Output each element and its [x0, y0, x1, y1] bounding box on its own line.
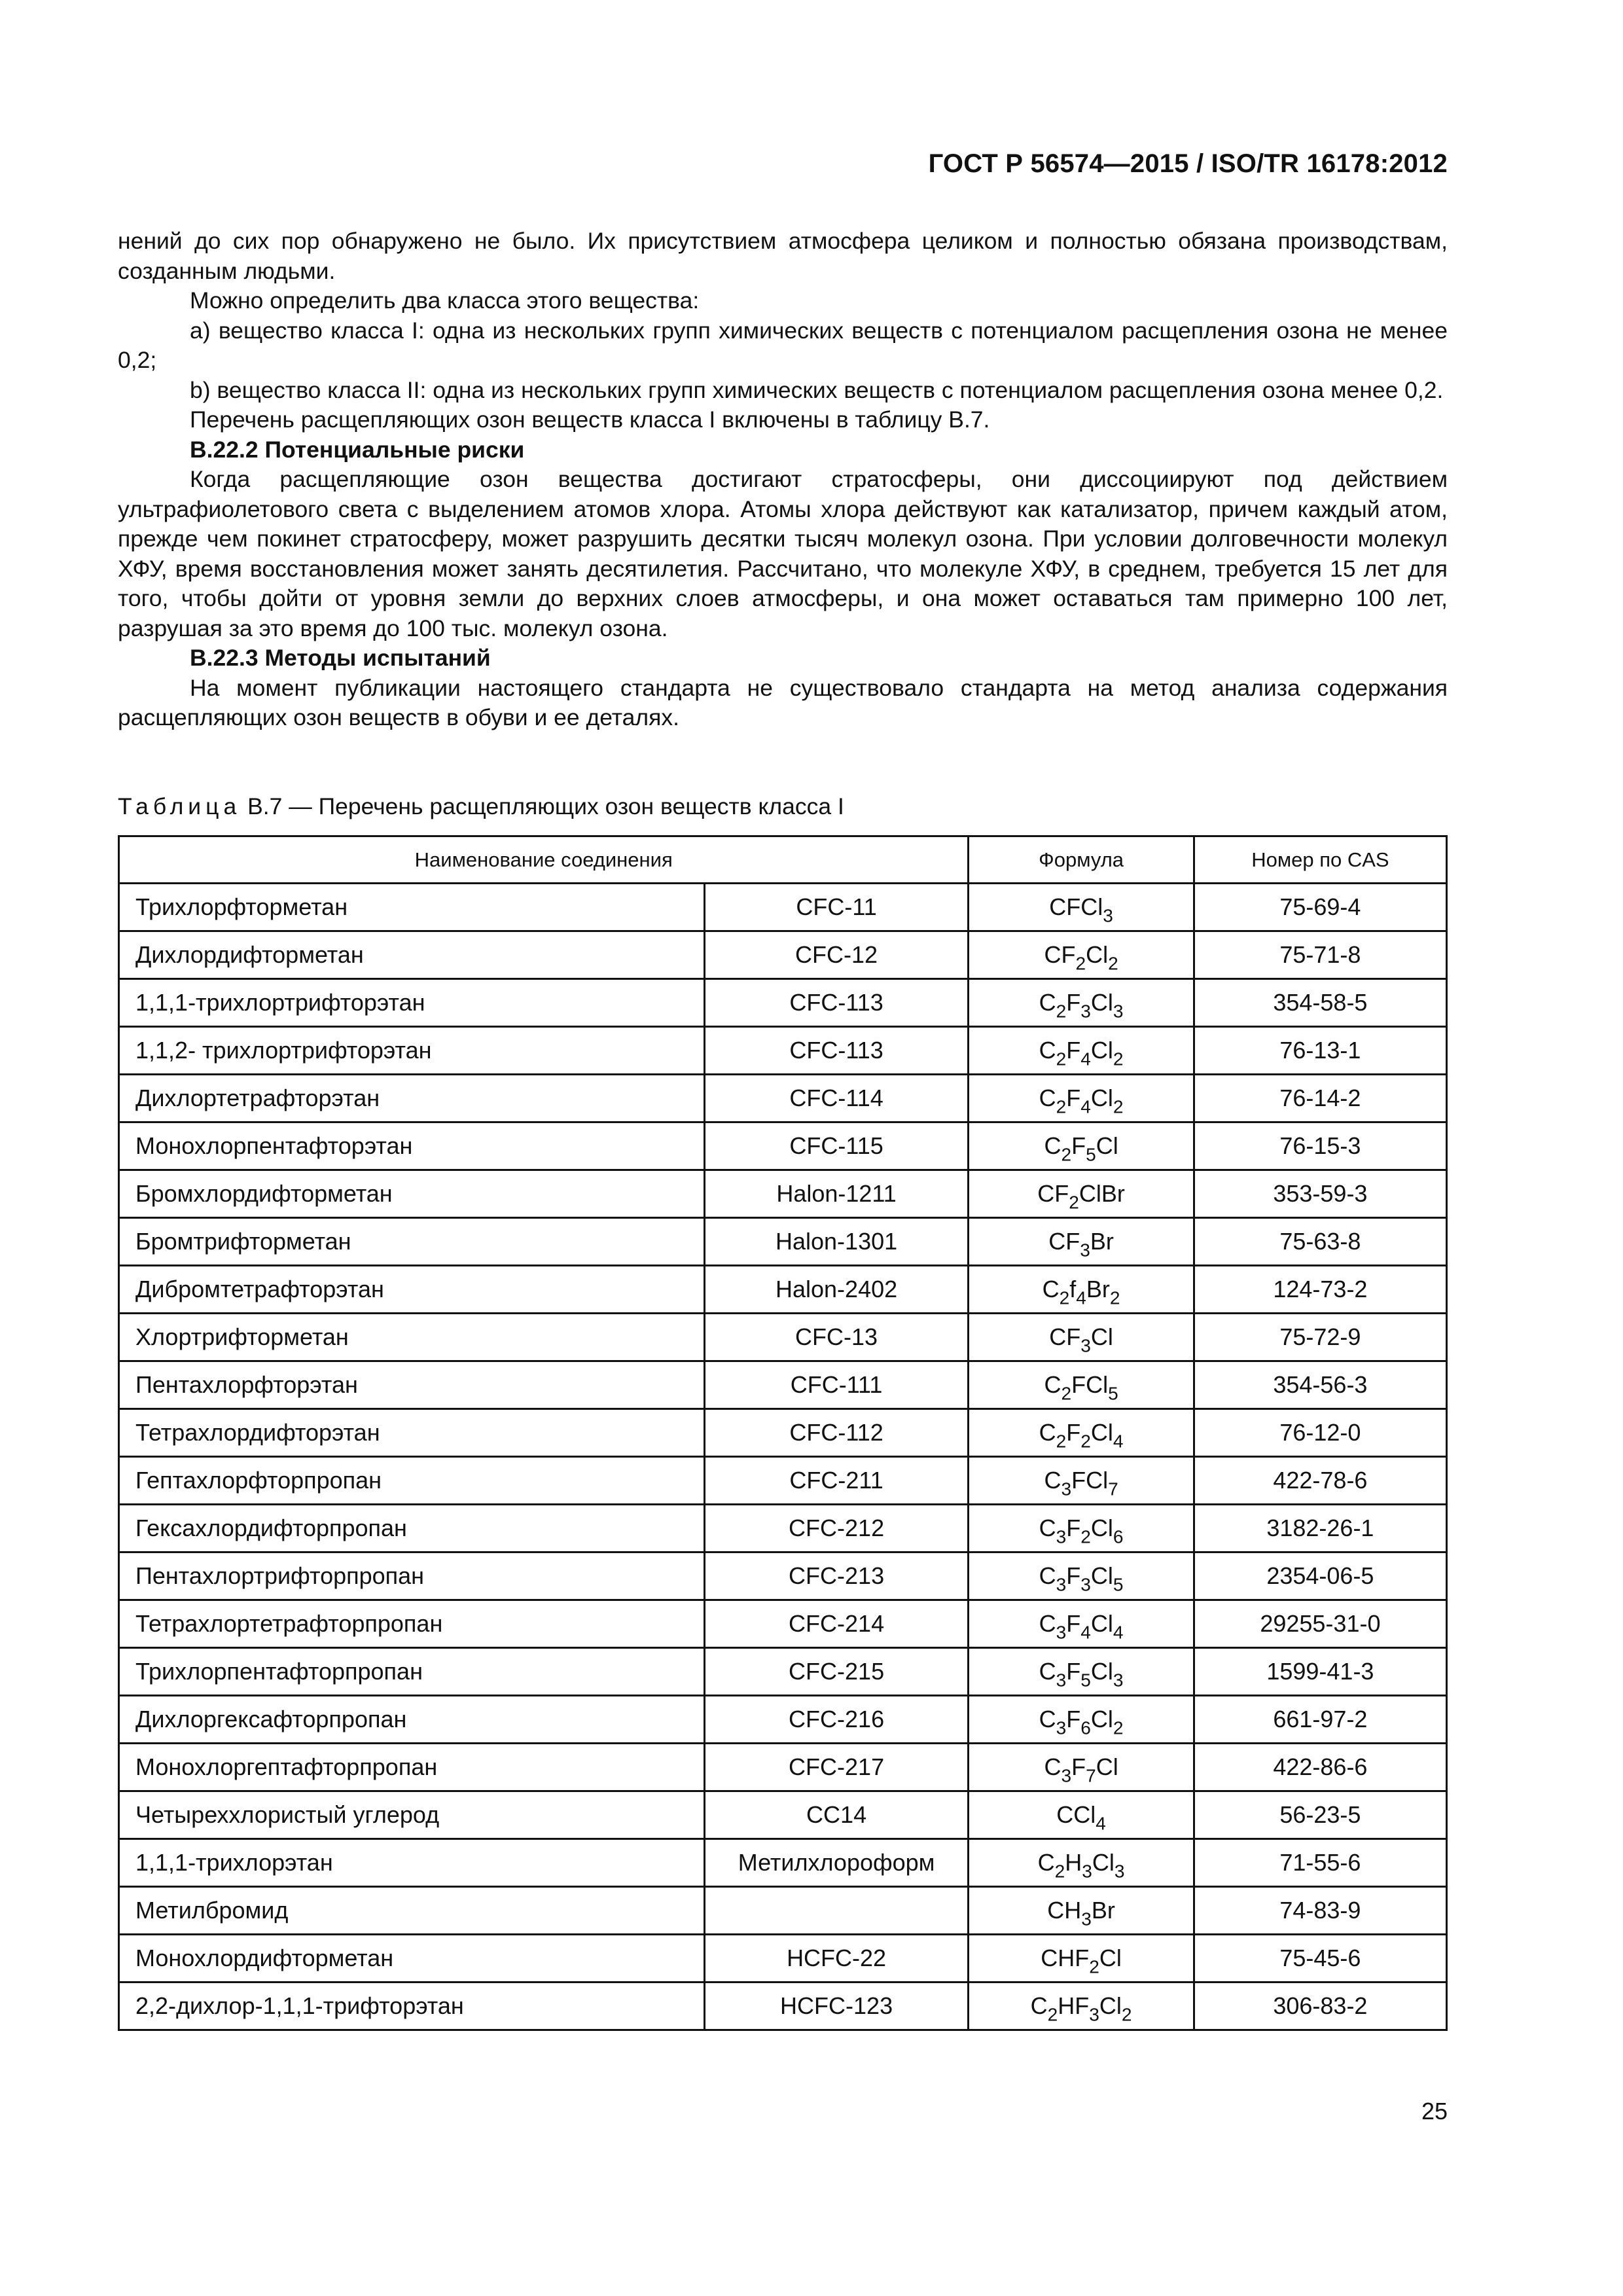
cas-number-cell: 71-55-6 [1194, 1839, 1446, 1887]
table-row [119, 1887, 1447, 1935]
formula-subscript: 2 [1113, 1717, 1124, 1738]
formula-element: C [1044, 1467, 1061, 1494]
paragraph: b) вещество класса II: одна из нескольких групп химических веществ с потенциалом расщепления озона менее 0,2. [190, 376, 1444, 403]
formula-element: Cl [1090, 1706, 1113, 1732]
formula-cell [969, 1600, 1194, 1648]
formula-subscript: 3 [1089, 2004, 1099, 2025]
cas-number-cell: 76-15-3 [1194, 1122, 1446, 1170]
formula-cell [969, 1170, 1194, 1218]
cas-number-cell: 75-63-8 [1194, 1218, 1446, 1266]
cas-number-cell: 354-56-3 [1194, 1361, 1446, 1409]
formula-element: F [1071, 1132, 1086, 1159]
compound-name-cell: Пентахлортрифторпропан [119, 1552, 705, 1600]
paragraph: На момент публикации настоящего стандарта не существовало стандарта на метод анализа содержания расщепляющих озон веществ в обуви и ее деталях. [118, 674, 1448, 730]
compound-name-cell: Гептахлорфторпропан [119, 1457, 705, 1505]
formula-element: F [1066, 1419, 1081, 1446]
compound-name-cell: Монохлордифторметан [119, 1935, 705, 1982]
formula-subscript: 2 [1113, 1049, 1124, 1069]
formula-subscript: 2 [1054, 1861, 1065, 1882]
cas-number-cell: 29255-31-0 [1194, 1600, 1446, 1648]
formula-element: Cl [1090, 1562, 1113, 1589]
page-number: 25 [1421, 2098, 1448, 2125]
formula-element: C [1039, 1658, 1056, 1685]
table-row [119, 1027, 1447, 1075]
table-row [119, 1744, 1447, 1791]
cas-number-cell: 76-13-1 [1194, 1027, 1446, 1075]
formula-element: Cl [1096, 1753, 1118, 1780]
formula-element: C [1044, 1753, 1061, 1780]
formula-element: F [1066, 1610, 1081, 1637]
compound-code-cell: CFC-115 [704, 1122, 969, 1170]
formula-subscript: 2 [1056, 1049, 1067, 1069]
table-row [119, 1505, 1447, 1552]
table-row [119, 1075, 1447, 1122]
formula-element: F [1071, 1753, 1086, 1780]
formula-element: Cl [1090, 1419, 1113, 1446]
cas-number-cell: 2354-06-5 [1194, 1552, 1446, 1600]
formula-subscript: 2 [1108, 953, 1118, 974]
compound-code-cell: CFC-111 [704, 1361, 969, 1409]
formula-element: C [1042, 1276, 1060, 1302]
formula-element: C [1039, 1706, 1056, 1732]
table-row [119, 1839, 1447, 1887]
formula-subscript: 2 [1075, 953, 1086, 974]
formula-element: Cl [1090, 1085, 1113, 1111]
formula-cell [969, 1648, 1194, 1696]
compound-code-cell: CFC-112 [704, 1409, 969, 1457]
formula-element: F [1066, 1706, 1081, 1732]
formula-subscript: 6 [1080, 1717, 1091, 1738]
compound-name-cell: 1,1,1-трихлорэтан [119, 1839, 705, 1887]
formula-cell [969, 1122, 1194, 1170]
formula-element: F [1066, 989, 1081, 1016]
formula-subscript: 3 [1056, 1622, 1067, 1643]
compound-code-cell: CFC-217 [704, 1744, 969, 1791]
formula-subscript: 3 [1103, 905, 1113, 926]
formula-element: CFCl [1049, 893, 1103, 920]
table-row [119, 1696, 1447, 1744]
table-row [119, 1409, 1447, 1457]
compound-code-cell: HCFC-123 [704, 1982, 969, 2030]
formula-subscript: 2 [1047, 2004, 1058, 2025]
cas-number-cell: 661-97-2 [1194, 1696, 1446, 1744]
cas-number-cell: 75-69-4 [1194, 884, 1446, 931]
compound-code-cell: CFC-211 [704, 1457, 969, 1505]
formula-element: CCl [1056, 1801, 1096, 1828]
table-row [119, 1600, 1447, 1648]
table-caption-title: В.7 — Перечень расщепляющих озон веществ класса I [241, 793, 844, 819]
formula-subscript: 3 [1056, 1574, 1067, 1595]
formula-subscript: 4 [1113, 1622, 1124, 1643]
compound-code-cell: CC14 [704, 1791, 969, 1839]
paragraph: Перечень расщепляющих озон веществ класса I включены в таблицу В.7. [190, 406, 990, 433]
formula-subscript: 2 [1061, 1383, 1072, 1404]
formula-subscript: 5 [1080, 1670, 1091, 1691]
formula-subscript: 4 [1076, 1287, 1086, 1308]
formula-cell [969, 1839, 1194, 1887]
formula-element: C [1039, 1419, 1056, 1446]
formula-subscript: 4 [1080, 1622, 1091, 1643]
table-row [119, 1791, 1447, 1839]
cas-number-cell: 422-86-6 [1194, 1744, 1446, 1791]
compound-code-cell [704, 1887, 969, 1935]
paragraph: Когда расщепляющие озон вещества достигают стратосферы, они диссоциируют под действием ультрафиолетового света с выделением атомов хлора. Атомы хлора действуют как катализатор, причем каждый атом, прежде чем покинет стратосферу, может разрушить десятки тысяч молекул озона. При условии долговечности молекул ХФУ, время восстановления может занять десятилетия. Рассчитано, что молекуле ХФУ, в среднем, требуется 15 лет для того, чтобы дойти от уровня земли до верхних слоев атмосферы, и она может оставаться там примерно 100 лет, разрушая за это время до 100 тыс. молекул озона. [118, 466, 1448, 641]
compound-name-cell: Бромхлордифторметан [119, 1170, 705, 1218]
formula-subscript: 2 [1056, 1096, 1067, 1117]
compound-code-cell: Halon-2402 [704, 1266, 969, 1314]
formula-subscript: 5 [1113, 1574, 1124, 1595]
formula-cell [969, 1935, 1194, 1982]
compound-code-cell: CFC-212 [704, 1505, 969, 1552]
ozone-substances-table [118, 835, 1448, 2031]
formula-element: Br [1086, 1276, 1110, 1302]
formula-cell [969, 1409, 1194, 1457]
compound-name-cell: Монохлоргептафторпропан [119, 1744, 705, 1791]
compound-name-cell: Трихлорфторметан [119, 884, 705, 931]
formula-subscript: 3 [1082, 1861, 1092, 1882]
cas-number-cell: 75-72-9 [1194, 1314, 1446, 1361]
formula-subscript: 2 [1069, 1192, 1079, 1213]
formula-element: Cl [1086, 941, 1109, 968]
formula-element: FCl [1071, 1371, 1109, 1398]
formula-subscript: 3 [1061, 1479, 1072, 1499]
formula-element: Cl [1090, 1037, 1113, 1064]
formula-subscript: 3 [1080, 1240, 1090, 1261]
paragraph: Можно определить два класса этого вещества: [190, 287, 700, 314]
formula-cell [969, 1218, 1194, 1266]
formula-element: Cl [1096, 1132, 1118, 1159]
table-caption [118, 793, 844, 820]
formula-cell [969, 1887, 1194, 1935]
compound-name-cell: Хлортрифторметан [119, 1314, 705, 1361]
compound-name-cell: Дихлортетрафторэтан [119, 1075, 705, 1122]
formula-cell [969, 1027, 1194, 1075]
formula-element: Cl [1090, 1515, 1113, 1541]
table-body [119, 884, 1447, 2030]
table-row [119, 1935, 1447, 1982]
formula-element: C [1039, 1085, 1056, 1111]
formula-subscript: 3 [1081, 1909, 1092, 1929]
formula-element: CHF [1041, 1945, 1090, 1971]
compound-name-cell: Дибромтетрафторэтан [119, 1266, 705, 1314]
cas-number-cell: 1599-41-3 [1194, 1648, 1446, 1696]
table-caption-label: Таблица [118, 793, 241, 819]
formula-element: C [1044, 1132, 1061, 1159]
compound-code-cell: CFC-215 [704, 1648, 969, 1696]
cas-number-cell: 3182-26-1 [1194, 1505, 1446, 1552]
header-cas: Номер по CAS [1194, 836, 1446, 884]
formula-cell [969, 1505, 1194, 1552]
compound-code-cell: CFC-113 [704, 979, 969, 1027]
cas-number-cell: 306-83-2 [1194, 1982, 1446, 2030]
formula-subscript: 3 [1113, 1670, 1124, 1691]
formula-element: C [1030, 1992, 1048, 2019]
formula-cell [969, 1791, 1194, 1839]
formula-subscript: 7 [1086, 1765, 1096, 1786]
formula-element: f [1069, 1276, 1077, 1302]
formula-subscript: 3 [1113, 1001, 1124, 1022]
compound-name-cell: Бромтрифторметан [119, 1218, 705, 1266]
formula-subscript: 3 [1080, 1001, 1091, 1022]
compound-code-cell: CFC-114 [704, 1075, 969, 1122]
formula-element: CF [1049, 1323, 1081, 1350]
formula-cell [969, 1075, 1194, 1122]
table-row [119, 884, 1447, 931]
table-row [119, 931, 1447, 979]
compound-code-cell: CFC-113 [704, 1027, 969, 1075]
formula-element: CF [1048, 1228, 1080, 1255]
formula-subscript: 2 [1080, 1526, 1091, 1547]
compound-code-cell: Метилхлороформ [704, 1839, 969, 1887]
formula-element: F [1066, 1658, 1081, 1685]
cas-number-cell: 354-58-5 [1194, 979, 1446, 1027]
formula-element: Cl [1090, 1323, 1113, 1350]
formula-cell [969, 1457, 1194, 1505]
formula-subscript: 6 [1113, 1526, 1124, 1547]
cas-number-cell: 74-83-9 [1194, 1887, 1446, 1935]
formula-subscript: 4 [1080, 1096, 1091, 1117]
formula-subscript: 3 [1056, 1717, 1067, 1738]
formula-subscript: 2 [1061, 1144, 1072, 1165]
formula-subscript: 3 [1114, 1861, 1125, 1882]
formula-subscript: 3 [1061, 1765, 1072, 1786]
table-row [119, 1457, 1447, 1505]
compound-name-cell: Дихлордифторметан [119, 931, 705, 979]
compound-name-cell: 1,1,1-трихлортрифторэтан [119, 979, 705, 1027]
formula-subscript: 2 [1113, 1096, 1124, 1117]
formula-subscript: 7 [1108, 1479, 1118, 1499]
document-header: ГОСТ Р 56574—2015 / ISO/TR 16178:2012 [928, 149, 1448, 178]
formula-element: F [1066, 1562, 1081, 1589]
compound-name-cell: Гексахлордифторпропан [119, 1505, 705, 1552]
formula-element: CH [1047, 1897, 1082, 1924]
table-row [119, 1122, 1447, 1170]
formula-element: Cl [1099, 1992, 1122, 2019]
compound-name-cell: 2,2-дихлор-1,1,1-трифторэтан [119, 1982, 705, 2030]
formula-subscript: 3 [1056, 1670, 1067, 1691]
table-row [119, 1361, 1447, 1409]
formula-subscript: 2 [1080, 1431, 1091, 1452]
formula-subscript: 2 [1059, 1287, 1070, 1308]
compound-code-cell: CFC-213 [704, 1552, 969, 1600]
cas-number-cell: 56-23-5 [1194, 1791, 1446, 1839]
formula-element: CF [1037, 1180, 1069, 1207]
cas-number-cell: 76-12-0 [1194, 1409, 1446, 1457]
formula-element: C [1039, 1037, 1056, 1064]
formula-element: C [1044, 1371, 1061, 1398]
table-row [119, 1648, 1447, 1696]
formula-element: Br [1090, 1228, 1114, 1255]
formula-subscript: 5 [1086, 1144, 1096, 1165]
compound-code-cell: CFC-11 [704, 884, 969, 931]
compound-name-cell: Четыреххлористый углерод [119, 1791, 705, 1839]
formula-subscript: 3 [1056, 1526, 1067, 1547]
formula-element: Cl [1099, 1945, 1122, 1971]
formula-cell [969, 1744, 1194, 1791]
formula-element: HF [1058, 1992, 1090, 2019]
section-heading: В.22.2 Потенциальные риски [190, 436, 525, 463]
formula-element: C [1039, 1562, 1056, 1589]
formula-element: F [1066, 1085, 1081, 1111]
formula-subscript: 2 [1089, 1956, 1099, 1977]
formula-element: C [1039, 989, 1056, 1016]
formula-element: Br [1091, 1897, 1115, 1924]
compound-code-cell: Halon-1301 [704, 1218, 969, 1266]
body-text [118, 226, 1448, 733]
formula-subscript: 2 [1121, 2004, 1132, 2025]
formula-element: C [1039, 1610, 1056, 1637]
section-heading: В.22.3 Методы испытаний [190, 645, 491, 671]
compound-code-cell: CFC-214 [704, 1600, 969, 1648]
formula-cell [969, 1314, 1194, 1361]
header-formula: Формула [969, 836, 1194, 884]
formula-cell [969, 1266, 1194, 1314]
formula-element: CF [1044, 941, 1076, 968]
cas-number-cell: 353-59-3 [1194, 1170, 1446, 1218]
formula-element: F [1066, 1515, 1081, 1541]
paragraph: нений до сих пор обнаружено не было. Их присутствием атмосфера целиком и полностью обязана производствам, созданным людьми. [118, 228, 1448, 284]
compound-name-cell: Монохлорпентафторэтан [119, 1122, 705, 1170]
formula-element: C [1037, 1849, 1055, 1876]
compound-code-cell: CFC-13 [704, 1314, 969, 1361]
header-compound-name: Наименование соединения [119, 836, 969, 884]
formula-element: FCl [1071, 1467, 1109, 1494]
table-header-row [119, 836, 1447, 884]
formula-element: C [1039, 1515, 1056, 1541]
compound-name-cell: Метилбромид [119, 1887, 705, 1935]
formula-subscript: 3 [1080, 1335, 1091, 1356]
compound-name-cell: Дихлоргексафторпропан [119, 1696, 705, 1744]
formula-element: F [1066, 1037, 1081, 1064]
formula-cell [969, 884, 1194, 931]
cas-number-cell: 124-73-2 [1194, 1266, 1446, 1314]
cas-number-cell: 76-14-2 [1194, 1075, 1446, 1122]
table-row [119, 1170, 1447, 1218]
table-row [119, 1982, 1447, 2030]
formula-element: ClBr [1079, 1180, 1125, 1207]
formula-element: Cl [1092, 1849, 1115, 1876]
formula-subscript: 5 [1108, 1383, 1118, 1404]
formula-subscript: 4 [1080, 1049, 1091, 1069]
compound-name-cell: 1,1,2- трихлортрифторэтан [119, 1027, 705, 1075]
compound-code-cell: CFC-216 [704, 1696, 969, 1744]
compound-name-cell: Пентахлорфторэтан [119, 1361, 705, 1409]
formula-subscript: 2 [1109, 1287, 1120, 1308]
compound-code-cell: CFC-12 [704, 931, 969, 979]
cas-number-cell: 422-78-6 [1194, 1457, 1446, 1505]
paragraph: a) вещество класса I: одна из нескольких групп химических веществ с потенциалом расщепления озона не менее 0,2; [118, 317, 1448, 373]
compound-code-cell: Halon-1211 [704, 1170, 969, 1218]
formula-cell [969, 1982, 1194, 2030]
formula-cell [969, 979, 1194, 1027]
table-row [119, 1218, 1447, 1266]
table-row [119, 1314, 1447, 1361]
formula-element: Cl [1090, 1610, 1113, 1637]
cas-number-cell: 75-71-8 [1194, 931, 1446, 979]
compound-name-cell: Тетрахлортетрафторпропан [119, 1600, 705, 1648]
formula-subscript: 2 [1056, 1001, 1067, 1022]
formula-element: Cl [1090, 989, 1113, 1016]
table-row [119, 1266, 1447, 1314]
compound-name-cell: Трихлорпентафторпропан [119, 1648, 705, 1696]
formula-element: Cl [1090, 1658, 1113, 1685]
formula-subscript: 2 [1056, 1431, 1067, 1452]
formula-element: H [1065, 1849, 1082, 1876]
formula-cell [969, 1552, 1194, 1600]
formula-subscript: 3 [1080, 1574, 1091, 1595]
formula-subscript: 4 [1113, 1431, 1124, 1452]
compound-name-cell: Тетрахлордифторэтан [119, 1409, 705, 1457]
formula-subscript: 4 [1096, 1813, 1106, 1834]
formula-cell [969, 1361, 1194, 1409]
table-row [119, 979, 1447, 1027]
formula-cell [969, 1696, 1194, 1744]
table-row [119, 1552, 1447, 1600]
cas-number-cell: 75-45-6 [1194, 1935, 1446, 1982]
compound-code-cell: HCFC-22 [704, 1935, 969, 1982]
formula-cell [969, 931, 1194, 979]
